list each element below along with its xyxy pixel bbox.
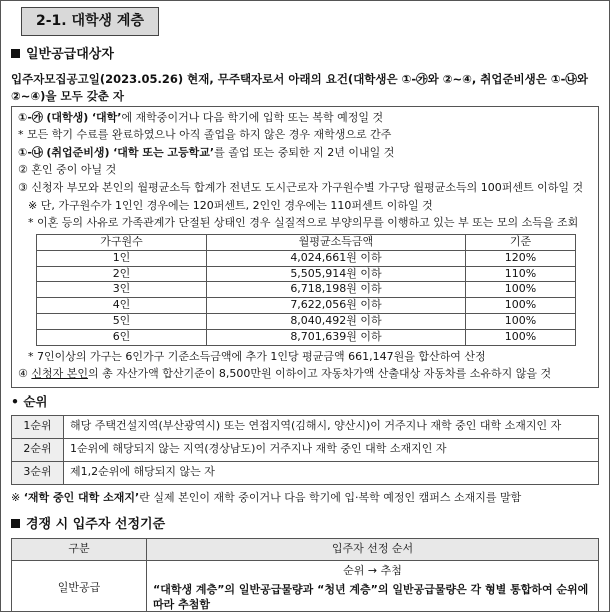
income-percent: 100% [466, 298, 576, 314]
rank-description: 제1,2순위에 해당되지 않는 자 [64, 461, 599, 484]
criterion-1b-quote: ‘대학 또는 고등학교’ [113, 145, 215, 159]
income-amount: 8,701,639원 이하 [207, 329, 466, 345]
income-percent: 100% [466, 282, 576, 298]
note-prefix: ※ [11, 490, 24, 504]
income-amount: 7,622,056원 이하 [207, 298, 466, 314]
criterion-1b [18, 145, 592, 161]
note-text: 란 실제 본인이 재학 중이거나 다음 학기에 입·복학 예정인 캠퍼스 소재지를 말함 [139, 490, 522, 504]
household-size: 1인 [37, 250, 207, 266]
criterion-3: ③ 신청자 부모와 본인의 월평균소득 합계가 전년도 도시근로자 가구원수별 가구당 월평균소득의 100퍼센트 이하일 것 [18, 181, 584, 195]
table-row [12, 438, 599, 461]
income-table-header [37, 234, 576, 250]
selection-type: 일반공급 [12, 561, 147, 612]
rank-description: 1순위에 해당되지 않는 지역(경상남도)이 거주지나 재학 중인 대학 소재지인 자 [64, 438, 599, 461]
criterion-1b-tag: (취업준비생) [46, 145, 110, 159]
square-bullet-icon [11, 519, 20, 528]
rank-label: 3순위 [12, 461, 64, 484]
household-size: 4인 [37, 298, 207, 314]
rank-description: 해당 주택건설지역(부산광역시) 또는 연접지역(김해시, 양산시)이 거주지나 재학 중인 대학 소재지인 자 [64, 415, 599, 438]
school-location-note [11, 491, 599, 506]
table-row [37, 250, 576, 266]
note-bold-term: ‘재학 중인 대학 소재지’ [23, 490, 140, 504]
selection-header-type: 구분 [12, 539, 147, 561]
section-heading-text: 경쟁 시 입주자 선정기준 [26, 516, 166, 532]
criterion-1a-number: ①-㉮ [18, 110, 43, 124]
income-amount: 5,505,914원 이하 [207, 266, 466, 282]
criterion-1a-quote: ‘대학’ [91, 110, 122, 124]
income-amount: 4,024,661원 이하 [207, 250, 466, 266]
income-percent: 100% [466, 329, 576, 345]
selection-order-cell [147, 561, 599, 612]
rank-label: 1순위 [12, 415, 64, 438]
selection-table-header [12, 539, 599, 561]
table-row [37, 282, 576, 298]
criterion-1a [18, 110, 592, 126]
income-percent: 110% [466, 266, 576, 282]
selection-method: “대학생 계층”의 일반공급물량과 “청년 계층”의 일반공급물량은 각 형별 통합하여 순위에 따라 추첨함 [153, 583, 589, 611]
household-size: 6인 [37, 329, 207, 345]
table-row [37, 329, 576, 345]
table-row [37, 298, 576, 314]
criterion-1a-text: 에 재학중이거나 다음 학기에 입학 또는 복학 예정일 것 [121, 110, 384, 124]
criterion-2: ② 혼인 중이 아닐 것 [18, 163, 117, 177]
criterion-1a-tag: (대학생) [46, 110, 89, 124]
household-size: 5인 [37, 314, 207, 330]
criterion-1a-note: * 모든 학기 수료를 완료하였으나 아직 졸업을 하지 않은 경우 재학생으로 간주 [18, 128, 392, 142]
table-row [12, 561, 599, 612]
income-header-standard: 기준 [466, 234, 576, 250]
criterion-3-note-divorce: * 이혼 등의 사유로 가족관계가 단절된 상태인 경우 실질적으로 부양의무를 이행하고 있는 부 또는 모의 소득을 조회 [28, 216, 579, 230]
income-amount: 8,040,492원 이하 [207, 314, 466, 330]
household-size: 3인 [37, 282, 207, 298]
rank-table [11, 415, 599, 485]
income-percent: 100% [466, 314, 576, 330]
selection-order: 순위 → 추첨 [343, 564, 402, 578]
section-heading-text: 일반공급대상자 [26, 46, 114, 62]
income-percent: 120% [466, 250, 576, 266]
income-header-household: 가구원수 [37, 234, 207, 250]
section-heading-selection [11, 516, 599, 534]
selection-table [11, 538, 599, 612]
eligibility-intro: 입주자모집공고일(2023.05.26) 현재, 무주택자로서 아래의 요건(대학생은 ①-㉮와 ②~④, 취업준비생은 ①-㉯와 ②~④)을 모두 갖춘 자 [11, 72, 589, 103]
eligibility-criteria-box [11, 106, 599, 388]
household-size: 2인 [37, 266, 207, 282]
criterion-3-note-large-household: * 7인이상의 가구는 6인가구 기준소득금액에 추가 1인당 평균금액 661,147원을 합산하여 산정 [28, 349, 486, 363]
rank-heading: • 순위 [11, 394, 48, 410]
income-amount: 6,718,198원 이하 [207, 282, 466, 298]
income-header-amount: 월평균소득금액 [207, 234, 466, 250]
rank-label: 2순위 [12, 438, 64, 461]
section-heading-general-supply [11, 46, 599, 64]
criterion-1b-number: ①-㉯ [18, 145, 43, 159]
table-row [37, 314, 576, 330]
selection-header-order: 입주자 선정 순서 [147, 539, 599, 561]
criterion-1b-text: 를 졸업 또는 중퇴한 지 2년 이내일 것 [214, 145, 395, 159]
table-row [12, 461, 599, 484]
criterion-4-text: 의 총 자산가액 합산기준이 8,500만원 이하이고 자동차가액 산출대상 자동차를 소유하지 않을 것 [88, 367, 552, 381]
criterion-4 [18, 366, 592, 382]
table-row [37, 266, 576, 282]
square-bullet-icon [11, 49, 20, 58]
criterion-3-note-single: ※ 단, 가구원수가 1인인 경우에는 120퍼센트, 2인인 경우에는 110퍼센트 이하일 것 [28, 198, 433, 212]
criterion-4-underlined: 신청자 본인 [31, 367, 89, 381]
page-title: 2-1. 대학생 계층 [21, 7, 159, 36]
table-row [12, 415, 599, 438]
criterion-4-number: ④ [18, 367, 28, 381]
income-table [36, 234, 576, 346]
